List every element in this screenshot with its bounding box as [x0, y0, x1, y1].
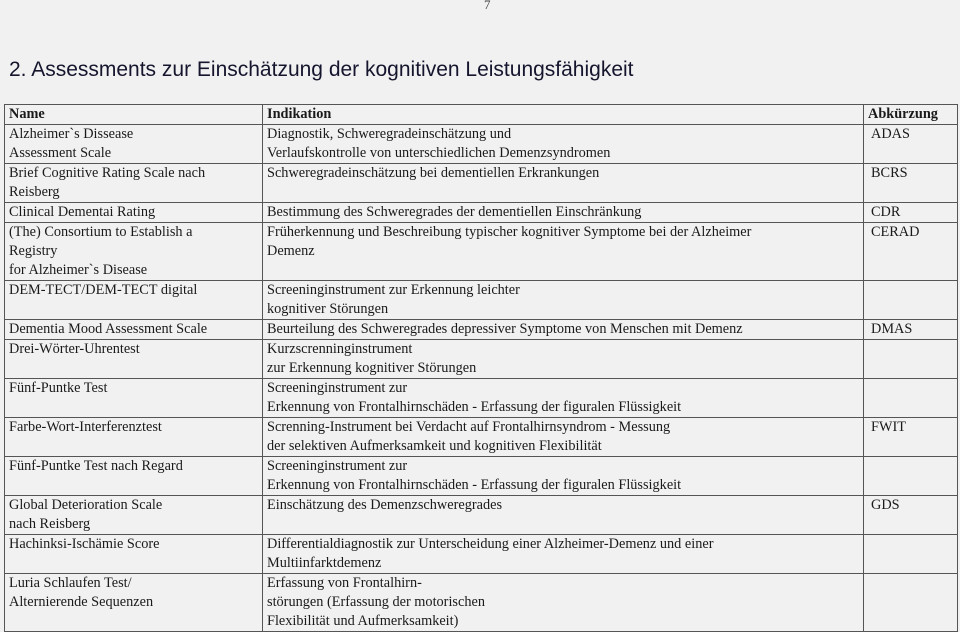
cell-indication: Beurteilung des Schweregrades depressiver Symptome von Menschen mit Demenz — [263, 320, 864, 340]
section-title: 2. Assessments zur Einschätzung der kognitiven Leistungsfähigkeit — [9, 58, 634, 81]
page-number: 7 — [484, 0, 491, 12]
cell-abbreviation: ADAS — [864, 125, 958, 164]
cell-indication: Schweregradeinschätzung bei dementiellen Erkrankungen — [263, 164, 864, 203]
cell-abbreviation — [864, 340, 958, 379]
cell-abbreviation: FWIT — [864, 418, 958, 457]
cell-indication: Erfassung von Frontalhirn- störungen (Erfassung der motorischen Flexibilität und Aufmerksamkeit) — [263, 574, 864, 632]
header-abbreviation: Abkürzung — [864, 105, 958, 125]
table-row — [5, 164, 958, 203]
cell-indication: Screeninginstrument zur Erkennung von Frontalhirnschäden - Erfassung der figuralen Flüssigkeit — [263, 379, 864, 418]
cell-indication: Screeninginstrument zur Erkennung leichter kognitiver Störungen — [263, 281, 864, 320]
cell-abbreviation: DMAS — [864, 320, 958, 340]
cell-name: Fünf-Puntke Test nach Regard — [5, 457, 263, 496]
table-row — [5, 535, 958, 574]
table-row — [5, 340, 958, 379]
cell-abbreviation: CDR — [864, 203, 958, 223]
cell-abbreviation — [864, 379, 958, 418]
cell-indication: Diagnostik, Schweregradeinschätzung und Verlaufskontrolle von unterschiedlichen Demenzsyndromen — [263, 125, 864, 164]
cell-abbreviation — [864, 535, 958, 574]
cell-name: DEM-TECT/DEM-TECT digital — [5, 281, 263, 320]
table-header-row — [5, 105, 958, 125]
table-row — [5, 457, 958, 496]
header-name: Name — [5, 105, 263, 125]
cell-name: Farbe-Wort-Interferenztest — [5, 418, 263, 457]
table-row — [5, 320, 958, 340]
cell-name: Brief Cognitive Rating Scale nach Reisberg — [5, 164, 263, 203]
table-row — [5, 574, 958, 632]
cell-indication: Differentialdiagnostik zur Unterscheidung einer Alzheimer-Demenz und einer Multiinfarktdemenz — [263, 535, 864, 574]
assessments-table — [4, 104, 958, 632]
table-row — [5, 418, 958, 457]
cell-name: Luria Schlaufen Test/ Alternierende Sequenzen — [5, 574, 263, 632]
table-row — [5, 125, 958, 164]
cell-name: Hachinksi-Ischämie Score — [5, 535, 263, 574]
cell-indication: Screnning-Instrument bei Verdacht auf Frontalhirnsyndrom - Messung der selektiven Aufmerksamkeit und kognitiven Flexibilität — [263, 418, 864, 457]
header-indication: Indikation — [263, 105, 864, 125]
cell-abbreviation — [864, 281, 958, 320]
cell-indication: Bestimmung des Schweregrades der dementiellen Einschränkung — [263, 203, 864, 223]
cell-name: Alzheimer`s Dissease Assessment Scale — [5, 125, 263, 164]
cell-abbreviation — [864, 457, 958, 496]
cell-abbreviation — [864, 574, 958, 632]
cell-name: Global Deterioration Scale nach Reisberg — [5, 496, 263, 535]
table-row — [5, 496, 958, 535]
cell-name: Dementia Mood Assessment Scale — [5, 320, 263, 340]
cell-abbreviation: CERAD — [864, 223, 958, 281]
cell-name: Fünf-Puntke Test — [5, 379, 263, 418]
table-row — [5, 203, 958, 223]
cell-indication: Screeninginstrument zur Erkennung von Frontalhirnschäden - Erfassung der figuralen Flüssigkeit — [263, 457, 864, 496]
cell-abbreviation: GDS — [864, 496, 958, 535]
cell-indication: Einschätzung des Demenzschweregrades — [263, 496, 864, 535]
cell-indication: Kurzscrenninginstrument zur Erkennung kognitiver Störungen — [263, 340, 864, 379]
table-row — [5, 223, 958, 281]
cell-name: Clinical Dementai Rating — [5, 203, 263, 223]
cell-name: (The) Consortium to Establish a Registry for Alzheimer`s Disease — [5, 223, 263, 281]
cell-name: Drei-Wörter-Uhrentest — [5, 340, 263, 379]
cell-abbreviation: BCRS — [864, 164, 958, 203]
table-row — [5, 281, 958, 320]
table-row — [5, 379, 958, 418]
cell-indication: Früherkennung und Beschreibung typischer kognitiver Symptome bei der Alzheimer Demenz — [263, 223, 864, 281]
